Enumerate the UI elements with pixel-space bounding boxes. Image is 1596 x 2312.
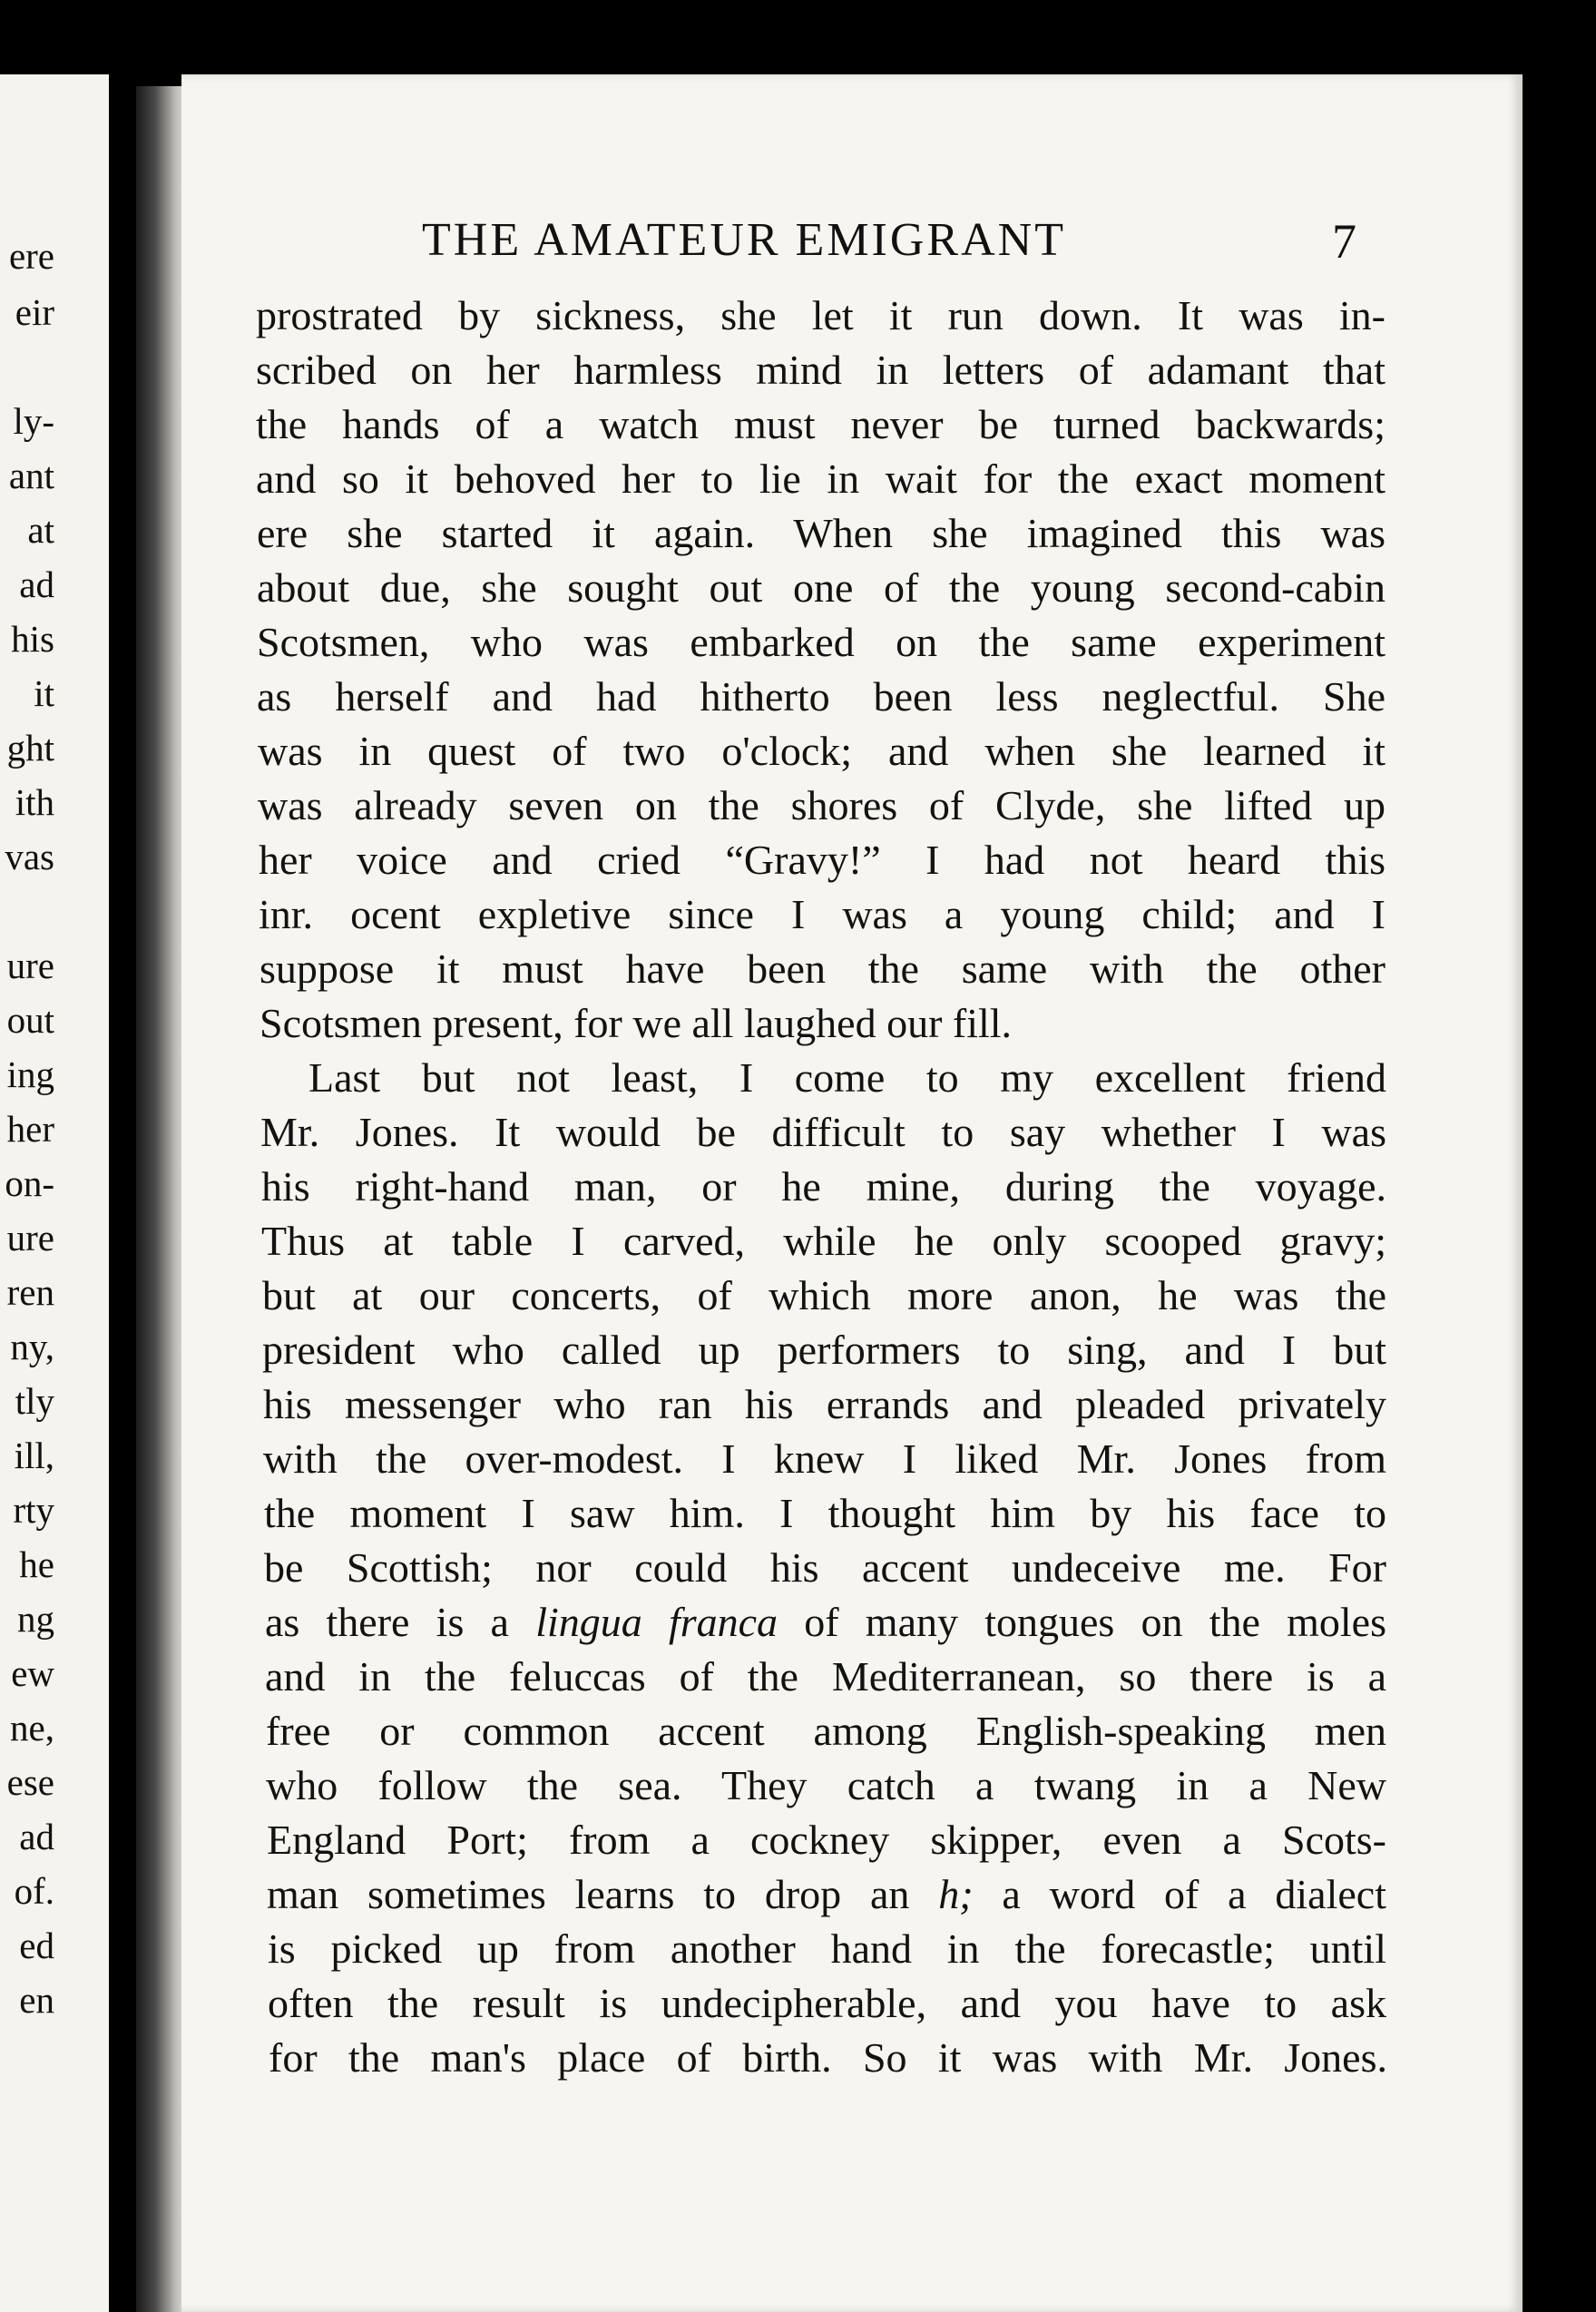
text-line: scribed on her harmless mind in letters of adamant that	[256, 347, 1385, 393]
text-line: about due, she sought out one of the young second-cabin	[257, 564, 1385, 611]
left-page-fragment: rty	[13, 1489, 54, 1531]
left-page-fragment: ing	[6, 1053, 54, 1095]
text-line: free or common accent among English-speaking men	[266, 1708, 1386, 1754]
text-line: Last but not least, I come to my excellent friend	[308, 1054, 1386, 1101]
text-line: the hands of a watch must never be turned backwards;	[256, 401, 1385, 447]
text-line: with the over-modest. I knew I liked Mr. Jones from	[263, 1435, 1386, 1482]
text-line: be Scottish; nor could his accent undeceive me. For	[264, 1544, 1386, 1591]
left-page-fragment: vas	[5, 836, 54, 877]
text-line: president who called up performers to sing, and I but	[262, 1327, 1386, 1373]
text-segment: a word of a dialect	[973, 1871, 1386, 1917]
left-page-fragment: on-	[5, 1162, 54, 1204]
text-line: inr. ocent expletive since I was a young child; and I	[259, 891, 1385, 937]
text-line: prostrated by sickness, she let it run down. It was in-	[256, 292, 1385, 338]
page-number: 7	[1332, 214, 1356, 269]
text-line: was already seven on the shores of Clyde, she lifted up	[258, 782, 1385, 828]
left-page-fragment: his	[11, 618, 54, 660]
text-line: was in quest of two o'clock; and when she learned it	[258, 728, 1385, 774]
left-page-fragment: ed	[19, 1925, 54, 1966]
left-page-fragment: ren	[6, 1271, 54, 1313]
text-line: who follow the sea. They catch a twang in a New	[266, 1762, 1386, 1808]
left-page-fragment: ese	[6, 1761, 54, 1803]
text-line	[265, 1599, 1386, 1645]
left-page-fragment: ng	[17, 1598, 54, 1640]
left-page-fragment: ny,	[10, 1326, 54, 1367]
left-page-fragment: ere	[8, 235, 54, 277]
text-segment: man sometimes learns to drop an	[267, 1871, 910, 1917]
text-line: England Port; from a cockney skipper, even a Scots-	[267, 1817, 1386, 1863]
left-page-fragment: ly-	[13, 400, 54, 442]
left-page-fragment: ant	[8, 455, 54, 496]
text-line: and so it behoved her to lie in wait for the exact moment	[256, 456, 1385, 502]
left-page-fragment: en	[19, 1979, 54, 2021]
left-page-fragment: ure	[6, 945, 54, 986]
text-line: Mr. Jones. It would be difficult to say whether I was	[260, 1109, 1386, 1155]
text-line: suppose it must have been the same with the other	[259, 945, 1385, 992]
left-page-fragment: ght	[6, 727, 54, 769]
left-page-fragment: ad	[19, 1816, 54, 1857]
left-page-fragment: ew	[11, 1652, 54, 1694]
left-page-fragment: he	[19, 1543, 54, 1585]
text-line: the moment I saw him. I thought him by his face to	[264, 1490, 1386, 1536]
left-page-fragment: of.	[14, 1870, 54, 1912]
text-line: his messenger who ran his errands and pleaded privately	[263, 1381, 1386, 1427]
italic-letter: h;	[938, 1871, 974, 1917]
left-page-fragment: ure	[6, 1217, 54, 1259]
text-line: for the man's place of birth. So it was with Mr. Jones.	[269, 2034, 1387, 2081]
text-line: Scotsmen present, for we all laughed our fill.	[259, 1000, 1013, 1046]
left-page-fragment: at	[27, 509, 54, 551]
text-line: ere she started it again. When she imagined this was	[257, 510, 1385, 556]
text-segment: as there is a	[265, 1599, 509, 1645]
text-segment: of many tongues on the moles	[778, 1599, 1386, 1645]
page-title: THE AMATEUR EMIGRANT	[422, 214, 1066, 266]
text-line	[267, 1871, 1386, 1917]
left-page-fragment: ith	[15, 781, 54, 823]
left-page-fragment: ill,	[14, 1435, 54, 1476]
left-page-fragment: out	[6, 999, 54, 1041]
text-line: Scotsmen, who was embarked on the same experiment	[257, 619, 1385, 665]
text-line: his right-hand man, or he mine, during the voyage.	[261, 1163, 1386, 1210]
left-page-fragment: ne,	[10, 1707, 54, 1749]
text-line: but at our concerts, of which more anon, he was the	[262, 1272, 1386, 1318]
left-page-fragment: tly	[15, 1380, 54, 1422]
text-line: as herself and had hitherto been less neglectful. She	[257, 673, 1385, 720]
text-line: is picked up from another hand in the forecastle; until	[268, 1925, 1386, 1972]
italic-phrase: lingua franca	[535, 1599, 778, 1645]
text-line: and in the feluccas of the Mediterranean, so there is a	[265, 1653, 1386, 1700]
left-page-fragment: it	[34, 672, 54, 714]
text-line: Thus at table I carved, while he only scooped gravy;	[261, 1218, 1386, 1264]
left-page-fragment: ad	[19, 563, 54, 605]
left-page-fragment: her	[6, 1108, 54, 1150]
left-page-fragment: eir	[15, 291, 54, 333]
text-line: often the result is undecipherable, and you have to ask	[268, 1980, 1386, 2026]
text-line: her voice and cried “Gravy!” I had not heard this	[259, 837, 1385, 883]
